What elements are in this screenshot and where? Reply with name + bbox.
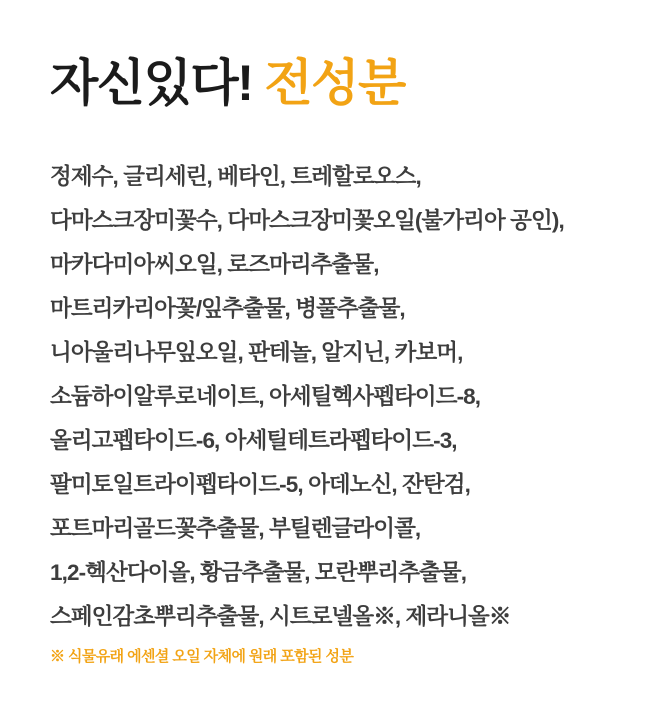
list-item: 1,2-헥산다이올, 황금추출물, 모란뿌리추출물,	[50, 560, 467, 585]
list-item: 마트리카리아꽃/잎추출물, 병풀추출물,	[50, 296, 405, 321]
list-item: 마카다미아씨오일, 로즈마리추출물,	[50, 252, 379, 277]
list-item: 다마스크장미꽃수, 다마스크장미꽃오일(불가리아 공인),	[50, 208, 564, 233]
list-item: 포트마리골드꽃추출물, 부틸렌글라이콜,	[50, 516, 421, 541]
page-title	[50, 56, 616, 111]
list-item: 스페인감초뿌리추출물, 시트로넬올※, 제라니올※	[50, 604, 511, 629]
footnote: ※ 식물유래 에센셜 오일 자체에 원래 포함된 성분	[50, 648, 354, 665]
list-item: 니아울리나무잎오일, 판테놀, 알지닌, 카보머,	[50, 340, 463, 365]
list-item: 정제수, 글리세린, 베타인, 트레할로오스,	[50, 164, 421, 189]
list-item: 올리고펩타이드-6, 아세틸테트라펩타이드-3,	[50, 428, 457, 453]
ingredient-list	[50, 155, 616, 639]
page-title-accent: 전성분	[264, 55, 405, 111]
page-title-primary: 자신있다!	[50, 55, 253, 111]
list-item: 팔미토일트라이펩타이드-5, 아데노신, 잔탄검,	[50, 472, 470, 497]
list-item: 소듐하이알루로네이트, 아세틸헥사펩타이드-8,	[50, 384, 481, 409]
